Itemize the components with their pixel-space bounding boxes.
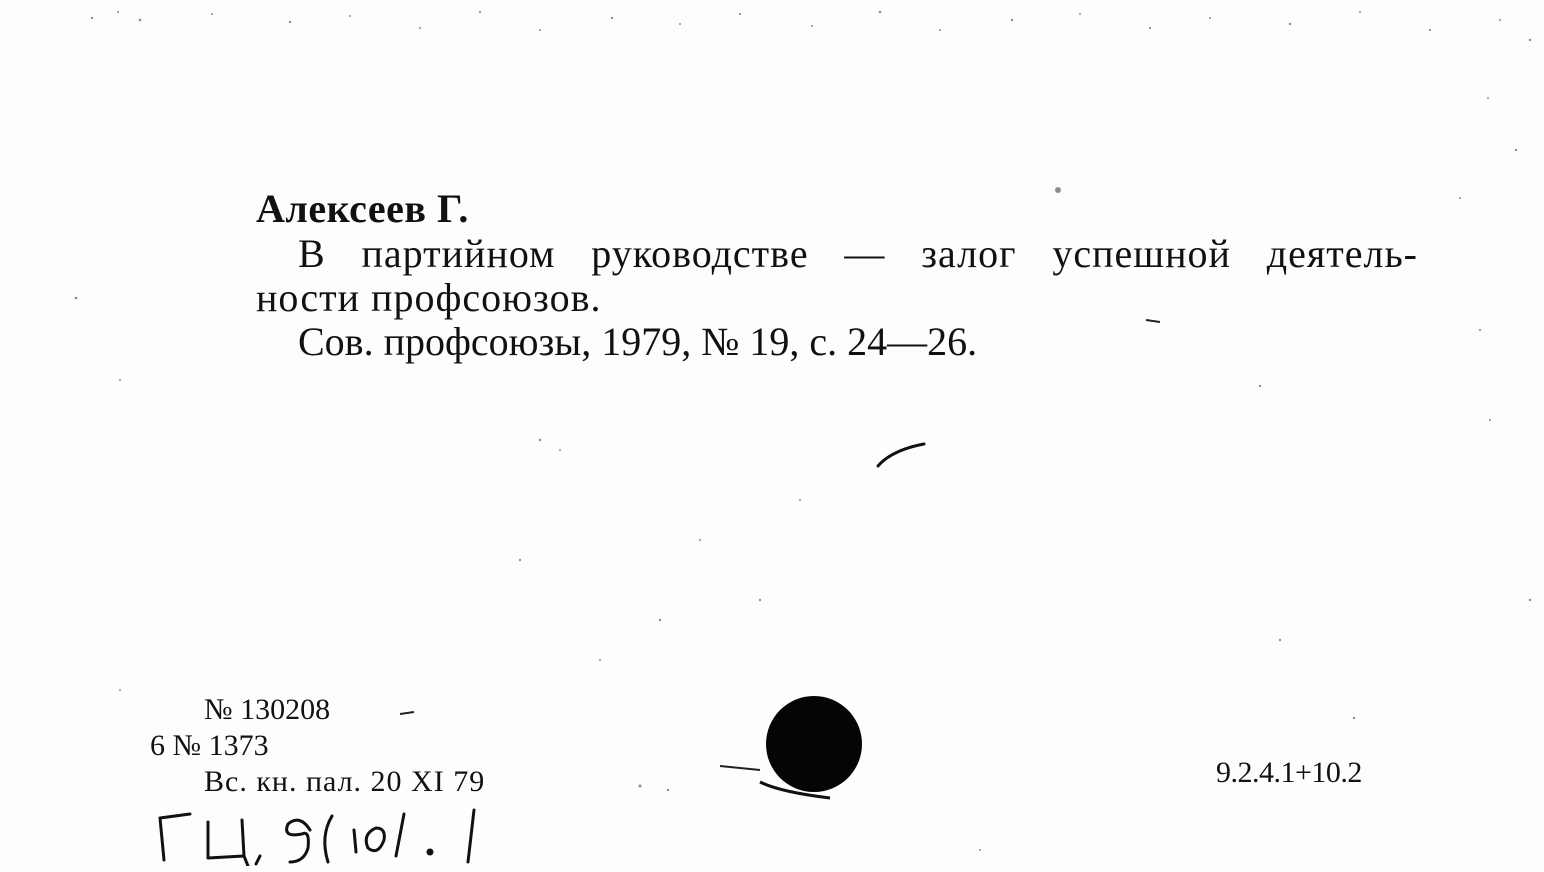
secondary-number: 6 № 1373 (150, 729, 269, 762)
source-citation: Сов. профсоюзы, 1979, № 19, с. 24—26. (298, 319, 978, 364)
pencil-tick-mark (872, 436, 932, 472)
author-name: Алексеев Г. (256, 186, 469, 231)
card-metadata (150, 692, 485, 800)
registry-line: Вс. кн. пал. 20 XI 79 (204, 765, 486, 798)
handwritten-note-graphic (150, 800, 500, 866)
card-number: № 130208 (204, 693, 331, 726)
article-title-line-1: В партийном руководстве — залог успешной деятель- (298, 231, 1418, 276)
classification-index: 9.2.4.1+10.2 (1216, 756, 1362, 789)
article-title-line-2: ности профсоюзов. (256, 275, 602, 320)
bibliographic-entry (256, 186, 1426, 364)
punch-hole (766, 696, 862, 792)
